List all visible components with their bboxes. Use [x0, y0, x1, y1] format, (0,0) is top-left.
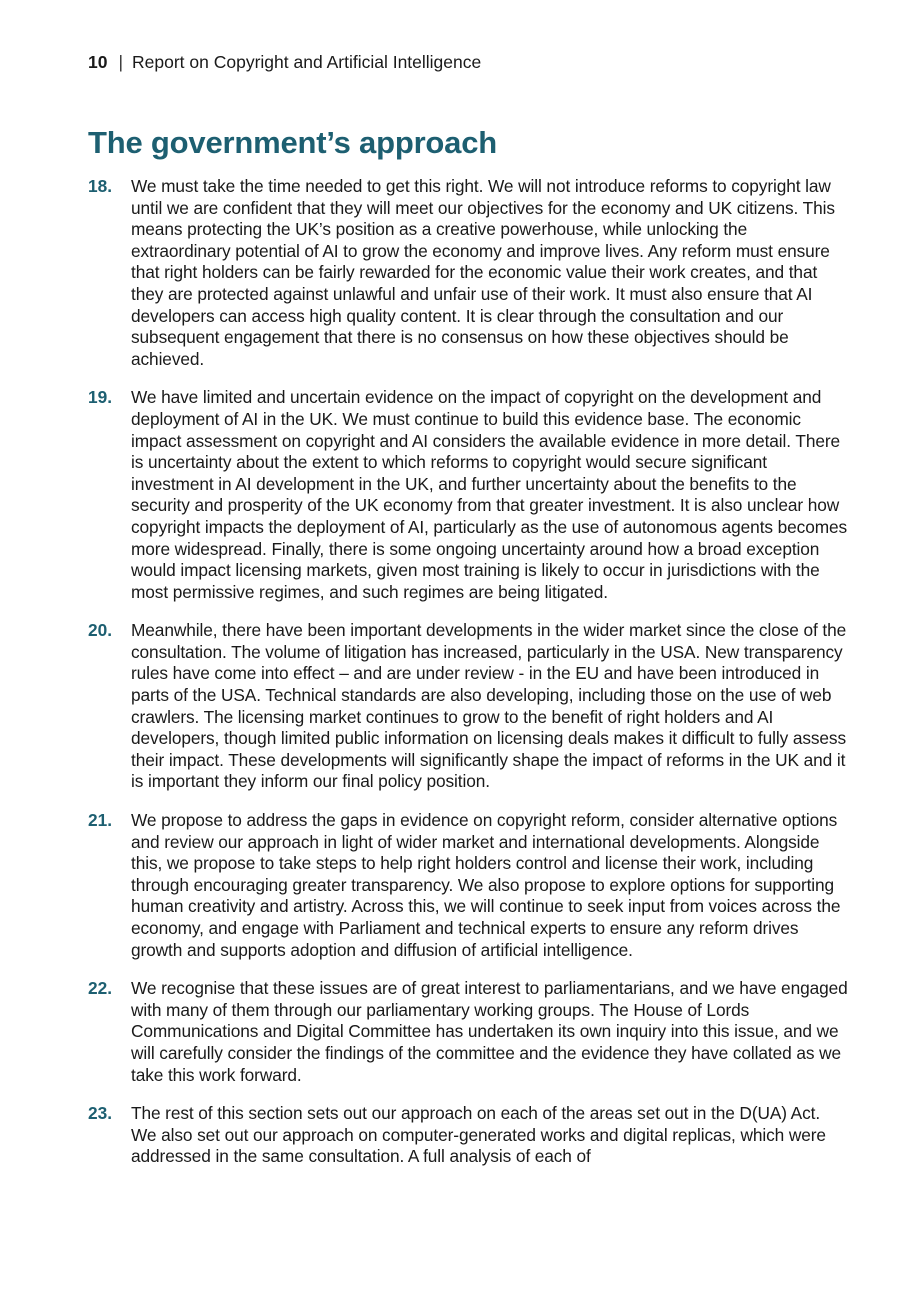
paragraph-text: We recognise that these issues are of great interest to parliamentarians, and we have engaged with many of them through our parliamentary working groups. The House of Lords Communications and Digital Committee has undertaken its own inquiry into this issue, and we will carefully consider the findings of the committee and the evidence they have collated as we take this work forward.	[131, 978, 848, 1085]
paragraph-number: 21.	[88, 810, 113, 831]
header-separator: |	[118, 52, 124, 72]
paragraph-19	[88, 387, 848, 603]
paragraph-number: 19.	[88, 387, 113, 408]
paragraph-18	[88, 176, 848, 370]
paragraph-number: 23.	[88, 1103, 113, 1124]
paragraph-23	[88, 1103, 848, 1168]
page-number: 10	[88, 52, 108, 72]
paragraph-20	[88, 620, 848, 793]
paragraph-number: 22.	[88, 978, 113, 999]
running-header	[88, 52, 481, 72]
paragraph-number: 20.	[88, 620, 113, 641]
paragraph-text: The rest of this section sets out our approach on each of the areas set out in the D(UA) Act. We also set out our approach on computer-generated works and digital replicas, which were addressed in the same consultation. A full analysis of each of	[131, 1103, 826, 1167]
paragraph-22	[88, 978, 848, 1086]
section-title: The government’s approach	[88, 125, 497, 160]
paragraph-text: Meanwhile, there have been important developments in the wider market since the close of the consultation. The volume of litigation has increased, particularly in the USA. New transparency rules have come into effect – and are under review - in the EU and have been introduced in parts of the USA. Technical standards are also developing, including those on the use of web crawlers. The licensing market continues to grow to the benefit of right holders and AI developers, though limited public information on licensing deals makes it difficult to fully assess their impact. These developments will significantly shape the impact of reforms in the UK and it is important they inform our final policy position.	[131, 620, 847, 792]
paragraph-text: We have limited and uncertain evidence on the impact of copyright on the development and deployment of AI in the UK. We must continue to build this evidence base. The economic impact assessment on copyright and AI considers the available evidence in more detail. There is uncertainty about the extent to which reforms to copyright would secure significant investment in AI development in the UK, and further uncertainty about the benefits to the security and prosperity of the UK economy from that greater investment. It is also unclear how copyright impacts the deployment of AI, particularly as the use of autonomous agents becomes more widespread. Finally, there is some ongoing uncertainty around how a broad exception would impact licensing markets, given most training is likely to occur in jurisdictions with the most permissive regimes, and such regimes are being litigated.	[131, 387, 848, 602]
numbered-paragraph-list	[88, 176, 848, 1185]
document-title: Report on Copyright and Artificial Intelligence	[132, 52, 482, 72]
paragraph-21	[88, 810, 848, 961]
paragraph-number: 18.	[88, 176, 113, 196]
paragraph-text: We propose to address the gaps in evidence on copyright reform, consider alternative options and review our approach in light of wider market and international developments. Alongside this, we propose to take steps to help right holders control and license their work, including through encouraging greater transparency. We also propose to explore options for supporting human creativity and artistry. Across this, we will continue to seek input from voices across the economy, and engage with Parliament and technical experts to ensure any reform drives growth and supports adoption and diffusion of artificial intelligence.	[131, 810, 841, 960]
paragraph-text: We must take the time needed to get this right. We will not introduce reforms to copyright law until we are confident that they will meet our objectives for the economy and UK citizens. This means protecting the UK’s position as a creative powerhouse, while unlocking the extraordinary potential of AI to grow the economy and improve lives. Any reform must ensure that right holders can be fairly rewarded for the economic value their work creates, and that they are protected against unlawful and unfair use of their work. It must also ensure that AI developers can access high quality content. It is clear through the consultation and our subsequent engagement that there is no consensus on how these objectives should be achieved.	[131, 176, 835, 369]
